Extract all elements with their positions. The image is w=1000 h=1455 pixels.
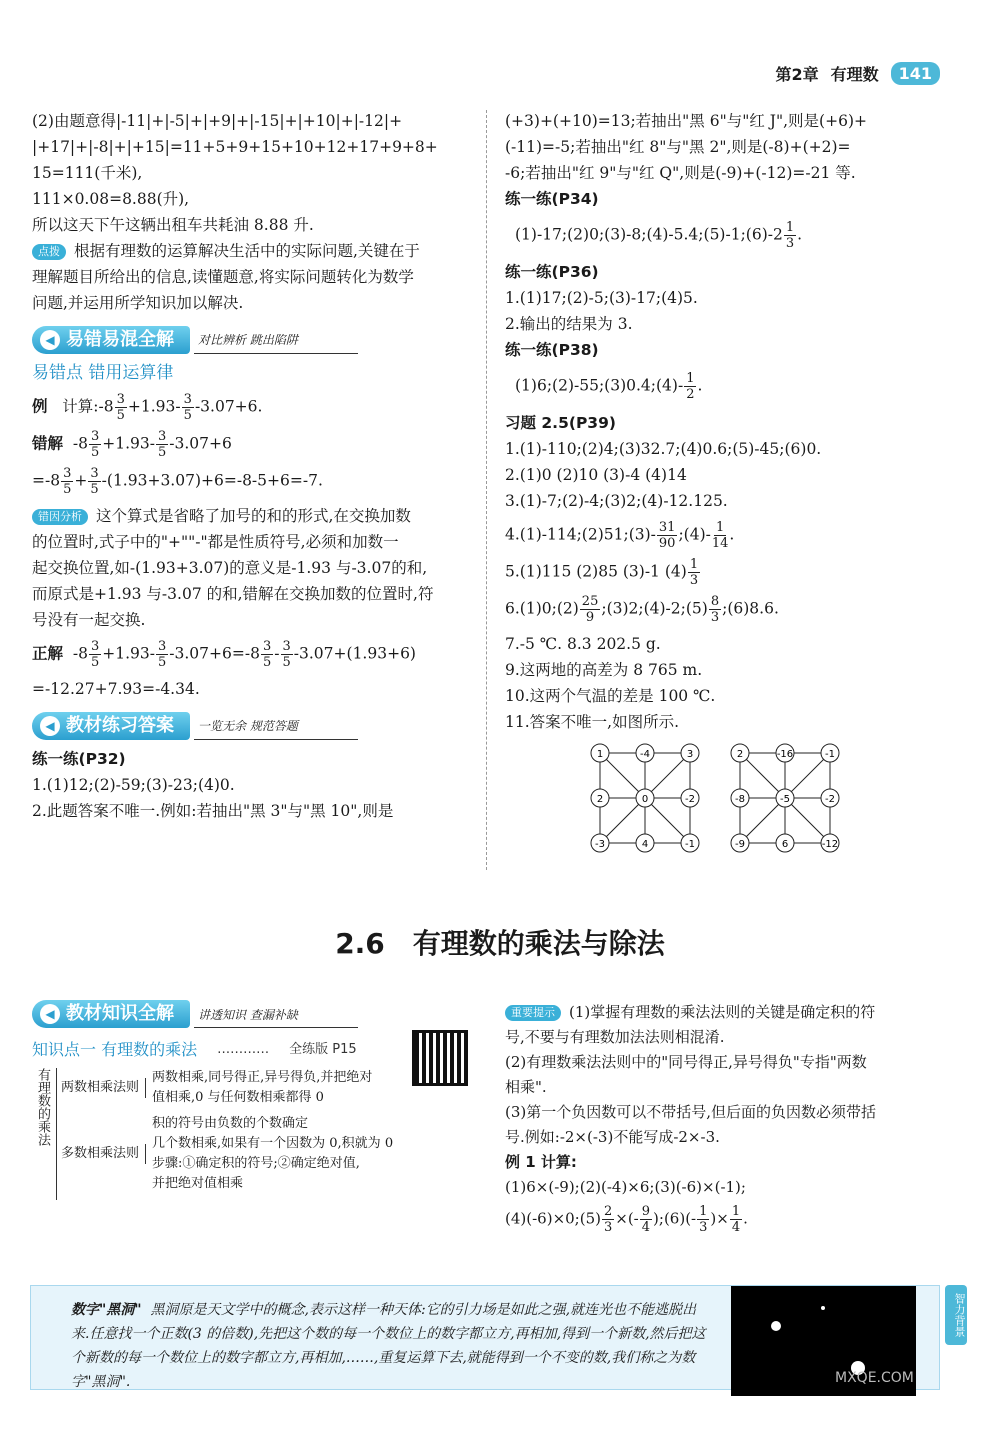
fraction: $\frac{1}{3}$ [785,220,795,251]
exercise-title: 练一练(P38) [505,341,599,359]
tip-text: (3)第一个负因数可以不带括号,但后面的负因数必须带括 [505,1103,877,1121]
qr-code-icon[interactable] [412,1030,468,1086]
fraction: $\frac{3}{5}$ [63,466,72,497]
fraction: $\frac{3}{5}$ [90,429,100,460]
grid-value: 2 [736,749,744,760]
grid-value: -16 [776,749,794,760]
tip-text: (2)有理数乘法法则中的"同号得正,异号得负"专指"两数 [505,1053,867,1071]
note-text: 理解题目所给出的信息,读懂题意,将实际问题转化为数学 [32,268,414,286]
section-title: 易错易混全解 [66,329,174,350]
answer-text: (1)-17;(2)0;(3)-8;(4)-5.4;(5)-1;(6)-2 [515,225,783,244]
cause-block [32,503,472,529]
fraction: $\frac{3}{5}$ [116,392,125,423]
wrong-solution-line2: =-8 $\frac{3}{5}$ + $\frac{3}{5}$ -(1.93+3.07)+6=-8-5+6=-7. [32,466,323,497]
note-text: 根据有理数的运算解决生活中的实际问题,关键在于 [74,242,420,260]
section-subtitle: 讲透知识 查漏补缺 [194,1003,358,1028]
branch-text: 值相乘,0 与任何数相乘都得 0 [152,1090,324,1105]
fraction: $\frac{31}{90}$ [658,520,676,551]
fraction: $\frac{1}{3}$ [689,557,699,588]
grid-value: 6 [781,839,789,850]
background-box [30,1285,940,1390]
leader-dots: ………… [217,1042,270,1057]
answer-line [505,594,945,625]
right-column [505,108,945,853]
text-line: 15=111(千米), [32,164,143,182]
right-label: 正解 [32,644,64,663]
knowledge-point-header [32,1038,472,1062]
example-line: (1)6×(-9);(2)(-4)×6;(3)(-6)×(-1); [505,1178,746,1196]
left-column [32,108,472,824]
math-text: =-8 [32,471,61,490]
column-divider [486,110,487,870]
section-pill [32,1000,190,1028]
right-solution-final: =-12.27+7.93=-4.34. [32,680,200,698]
tips-column [505,1000,955,1235]
answer-line: 9.这两地的高差为 8 765 m. [505,661,703,679]
answer-text: 5.(1)115 (2)85 (3)-1 (4) [505,562,687,581]
cause-text: 号没有一起交换. [32,611,146,629]
section-title: 教材知识全解 [66,1003,174,1024]
tip-text: 号,不要与有理数加法法则相混淆. [505,1028,725,1046]
answer-text: 6.(1)0;(2) [505,599,579,618]
tip-text: 号.例如:-2×(-3)不能写成-2×-3. [505,1128,720,1146]
tip-tag: 重要提示 [505,1005,561,1021]
answer-line: 2.此题答案不唯一.例如:若抽出"黑 3"与"黑 10",则是 [32,802,394,820]
answer-line: (1)-17;(2)0;(3)-8;(4)-5.4;(5)-1;(6)-2 $\frac{1}{3}$ . [515,220,803,251]
section-title: 有理数的乘法与除法 [412,927,665,960]
note-tag: 点拨 [32,244,66,260]
text-line: (2)由题意得|-11|+|-5|+|+9|+|-15|+|+10|+|-12|+ [32,112,403,130]
tree-branch [61,1114,393,1194]
background-text [71,1298,711,1394]
math-text: )× [710,1209,729,1228]
branch-content [152,1114,393,1194]
tip-line [505,1000,955,1025]
math-text: -3.07+(1.93+6) [293,644,416,663]
fraction: $\frac{1}{3}$ [699,1204,708,1235]
text-line: 所以这天下午这辆出租车共耗油 8.88 升. [32,216,314,234]
answer-line: (-11)=-5;若抽出"红 8"与"黑 2",则是(-8)+(+2)= [505,138,851,156]
cause-text: 起交换位置,如-(1.93+3.07)的意义是-1.93 与-3.07的和, [32,559,428,577]
answer-line: 1.(1)12;(2)-59;(3)-23;(4)0. [32,776,235,794]
fraction: $\frac{1}{4}$ [731,1204,741,1235]
example-line [505,1204,955,1235]
fraction: $\frac{8}{3}$ [710,594,720,625]
note-block [32,238,472,264]
math-text: ×(- [615,1209,639,1228]
section-number: 2.6 [335,927,385,960]
error-point-title: 易错点 错用运算律 [32,363,174,383]
section-title: 教材练习答案 [66,715,174,736]
cross-reference: 全练版 P15 [289,1042,357,1057]
example-text: -3.07+6. [194,397,263,416]
text-line: |+17|+|-8|+|+15|=11+5+9+15+10+12+17+9+8+ [32,138,438,156]
grid-value: -1 [685,839,695,850]
fraction: $\frac{1}{14}$ [711,520,729,551]
exercise-title: 习题 2.5(P39) [505,414,616,432]
grid-diagrams [590,743,945,853]
example-text: 计算:-8 [62,397,114,416]
answer-line: -6;若抽出"红 9"与"红 Q",则是(-9)+(-12)=-21 等. [505,164,856,182]
answer-line: (+3)+(+10)=13;若抽出"黑 6"与"红 J",则是(+6)+ [505,112,867,130]
answer-text: ;(3)2;(4)-2;(5) [601,599,708,618]
fraction: $\frac{3}{5}$ [90,466,99,497]
answer-text: 4.(1)-114;(2)51;(3)- [505,525,656,544]
cause-text: 这个算式是省略了加号的和的形式,在交换加数 [96,507,411,525]
section-pill [32,326,190,354]
section-header-exercises [32,712,472,740]
math-text: -(1.93+3.07)+6=-8-5+6=-7. [101,471,323,490]
tree-branches [61,1068,393,1200]
answer-line [505,557,945,588]
grid-value: 4 [641,839,649,850]
grid-value: -12 [821,839,839,850]
watermark: MXQE.COM [835,1370,914,1386]
answer-line: 1.(1)-110;(2)4;(3)32.7;(4)0.6;(5)-45;(6)0. [505,440,822,458]
fraction: $\frac{3}{5}$ [183,392,192,423]
tip-text: 相乘". [505,1078,547,1096]
number-grid-2 [730,743,840,853]
answer-text: ;(6)8.6. [722,599,779,618]
section-subtitle: 一览无余 规范答题 [194,713,358,740]
section-header-errors [32,326,472,354]
grid-value: -1 [825,749,835,760]
branch-text: 并把绝对值相乘 [152,1176,244,1191]
fraction: $\frac{3}{5}$ [90,639,100,670]
answer-text: (1)6;(2)-55;(3)0.4;(4)- [515,376,684,395]
note-text: 问题,并运用所学知识加以解决. [32,294,244,312]
number-grid-1 [590,743,700,853]
branch-text: 积的符号由负数的个数确定 [152,1116,309,1131]
fraction: $\frac{25}{9}$ [581,594,599,625]
speaker-icon: ◀ [40,330,60,350]
branch-text: 几个数相乘,如果有一个因数为 0,积就为 0 [152,1136,394,1151]
grid-value: 3 [686,749,694,760]
fraction: $\frac{3}{5}$ [158,639,167,670]
math-text: -3.07+6=-8 [169,644,260,663]
grid-value: -3 [595,839,605,850]
answer-line: 2.(1)0 (2)10 (3)-4 (4)14 [505,466,687,484]
math-text: );(6)(- [653,1209,697,1228]
exercise-title: 练一练(P36) [505,263,599,281]
example-line [32,392,472,423]
star-dot [821,1306,825,1310]
example-title: 例 1 计算: [505,1153,577,1171]
grid-value: 2 [596,794,604,805]
right-solution: 正解 -8 $\frac{3}{5}$ +1.93- $\frac{3}{5}$ -3.07+6=-8 $\frac{3}{5}$ - $\frac{3}{5}$ -3.07+(1.93+6) [32,639,416,670]
answer-line: 4.(1)-114;(2)51;(3)- $\frac{31}{90}$ ;(4)- $\frac{1}{14}$ . [505,520,735,551]
answer-line: 11.答案不唯一,如图所示. [505,713,680,731]
grid-value: 1 [596,749,604,760]
wrong-solution: 错解 -8 $\frac{3}{5}$ +1.93- $\frac{3}{5}$ -3.07+6 [32,429,232,460]
chapter-label: 第2章 [775,65,819,84]
answer-line: 2.输出的结果为 3. [505,315,633,333]
branch-label: 多数相乘法则 [61,1144,146,1164]
answer-line: 3.(1)-7;(2)-4;(3)2;(4)-12.125. [505,492,728,510]
branch-content [152,1068,372,1108]
grid-value: -2 [685,794,695,805]
answer-line: 7.-5 ℃. 8.3 202.5 g. [505,635,661,653]
speaker-icon: ◀ [40,716,60,736]
page-number: 141 [891,62,940,85]
page-header [775,62,940,85]
math-text: . [743,1209,748,1228]
branch-label: 两数相乘法则 [61,1078,146,1098]
math-text: (4)(-6)×0;(5) [505,1209,601,1228]
background-body: 黑洞原是天文学中的概念,表示这样一种天体:它的引力场是如此之强,就连光也不能逃脱出来.任意找一个正数(3 的倍数),先把这个数的每一个数位上的数字都立方,再相加,得到一个新数,然后把这个新数的每一个数位上的数字都立方,再相加,……,重复运算下去,就能得到一个不变的数,我们称之为数字"黑洞". [71,1302,706,1390]
concept-tree [32,1068,472,1200]
example-text: +1.93- [127,397,181,416]
fraction: $\frac{9}{4}$ [641,1204,651,1235]
section-header-knowledge [32,1000,472,1028]
branch-text: 两数相乘,同号得正,异号得负,并把绝对 [152,1070,373,1085]
exercise-title: 练一练(P32) [32,750,126,768]
tip-text: (1)掌握有理数的乘法法则的关键是确定积的符 [569,1003,876,1021]
knowledge-column [32,990,472,1200]
speaker-icon: ◀ [40,1004,60,1024]
star-dot [771,1321,781,1331]
knowledge-point-title: 知识点一 有理数的乘法 [32,1040,198,1059]
fraction: $\frac{3}{5}$ [262,639,272,670]
fraction: $\frac{1}{2}$ [686,371,695,402]
answer-text: ;(4)- [678,525,711,544]
grid-value: 0 [641,794,649,805]
cause-tag: 错因分析 [32,509,88,525]
tree-root: 有理数的乘法 [32,1068,57,1200]
section-pill [32,712,190,740]
exercise-title: 练一练(P34) [505,190,599,208]
background-title: 数字"黑洞" [71,1302,142,1318]
grid-value: -2 [825,794,835,805]
tree-branch [61,1068,393,1108]
cause-text: 而原式是+1.93 与-3.07 的和,错解在交换加数的位置时,符 [32,585,434,603]
wrong-label: 错解 [32,434,64,453]
answer-line: (1)6;(2)-55;(3)0.4;(4)- $\frac{1}{2}$ . [515,371,703,402]
fraction: $\frac{3}{5}$ [158,429,167,460]
grid-value: -5 [780,794,790,805]
fraction: $\frac{2}{3}$ [603,1204,613,1235]
section-subtitle: 对比辨析 跳出陷阱 [194,327,358,354]
grid-value: -8 [735,794,745,805]
grid-value: -9 [735,839,745,850]
chapter-title: 有理数 [830,65,879,84]
example-label: 例 [32,397,48,416]
cause-text: 的位置时,式子中的"+""-"都是性质符号,必须和加数一 [32,533,399,551]
side-tab: 智力背景 [945,1285,967,1345]
answer-line: 10.这两个气温的差是 100 ℃. [505,687,716,705]
branch-text: 步骤:①确定积的符号;②确定绝对值, [152,1156,360,1171]
section-heading-2-6 [0,922,1000,962]
grid-value: -4 [640,749,650,760]
fraction: $\frac{3}{5}$ [282,639,291,670]
text-line: 111×0.08=8.88(升), [32,190,190,208]
answer-line: 1.(1)17;(2)-5;(3)-17;(4)5. [505,289,698,307]
